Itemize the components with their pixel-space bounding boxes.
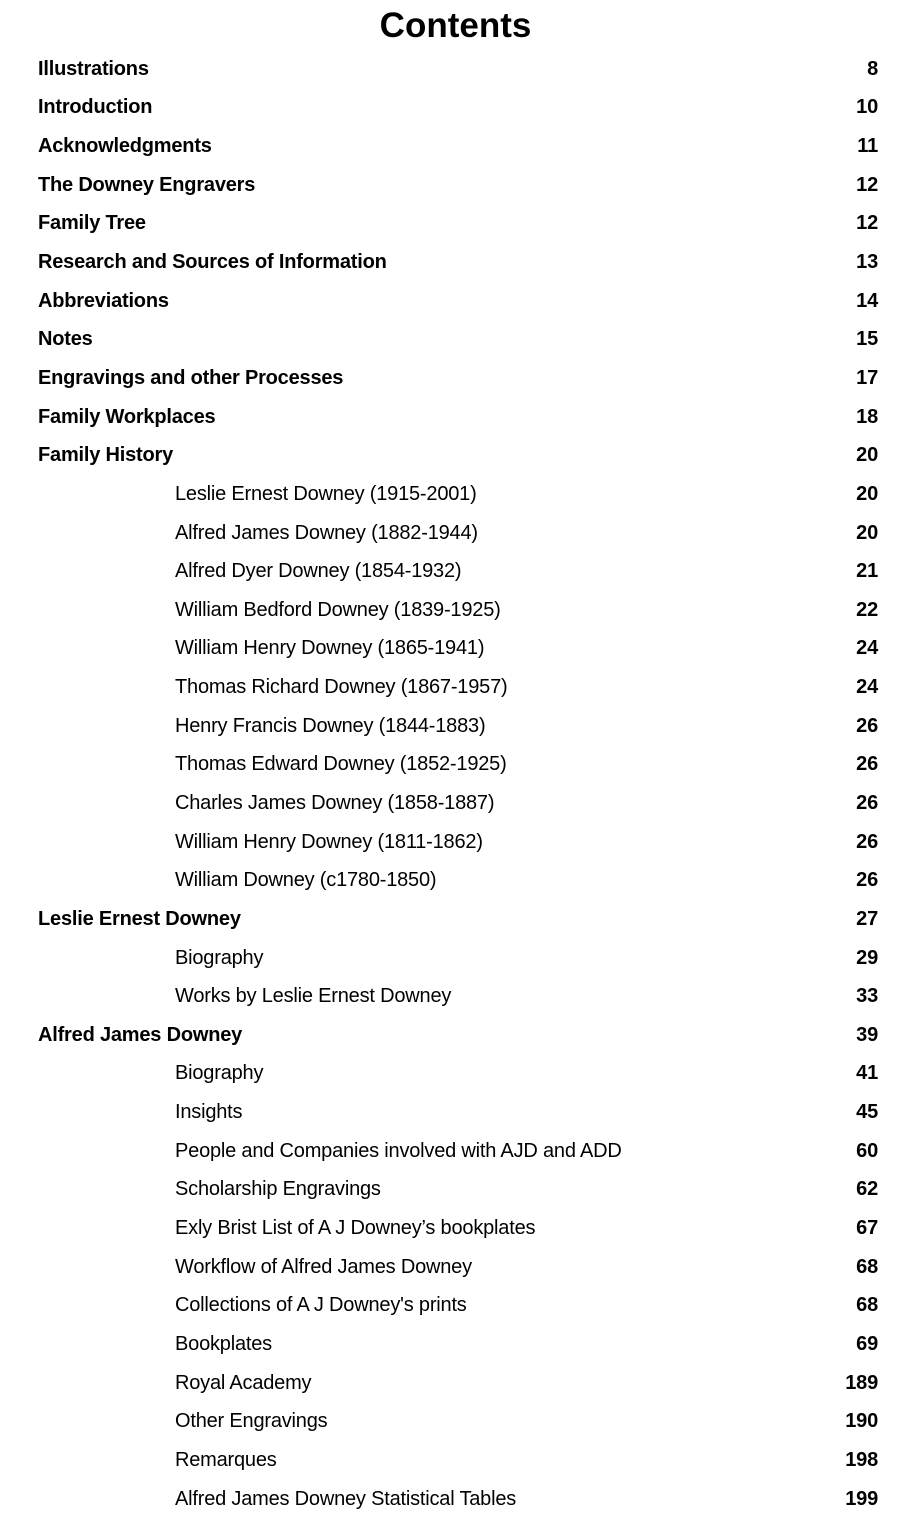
toc-entry-label: Research and Sources of Information: [38, 251, 387, 274]
toc-entry-page: 26: [856, 830, 878, 853]
toc-row: [0, 398, 911, 437]
toc-row: [0, 475, 911, 514]
toc-row: [0, 1287, 911, 1326]
toc-entry-page: 13: [856, 251, 878, 274]
toc-entry-page: 20: [856, 521, 878, 544]
toc-entry-label: Remarques: [175, 1448, 277, 1471]
toc-entry-label: Exly Brist List of A J Downey’s bookplates: [175, 1217, 536, 1240]
toc-row: [0, 166, 911, 205]
toc-entry-label: Alfred James Downey Statistical Tables: [175, 1487, 517, 1510]
toc-entry-page: 29: [856, 946, 878, 969]
toc-entry-label: Introduction: [38, 96, 153, 119]
toc-row: [0, 900, 911, 939]
toc-row: [0, 89, 911, 128]
toc-entry-page: 26: [856, 791, 878, 814]
toc-row: [0, 1364, 911, 1403]
toc-entry-page: 68: [856, 1294, 878, 1317]
toc-entry-page: 39: [856, 1023, 878, 1046]
toc-entry-label: Abbreviations: [38, 289, 169, 312]
toc-entry-page: 62: [856, 1178, 878, 1201]
toc-row: [0, 552, 911, 591]
toc-entry-page: 189: [845, 1371, 878, 1394]
toc-entry-page: 45: [856, 1101, 878, 1124]
toc-entry-page: 60: [856, 1139, 878, 1162]
toc-row: [0, 861, 911, 900]
toc-entry-label: Collections of A J Downey's prints: [175, 1294, 467, 1317]
toc-row: [0, 1093, 911, 1132]
toc-entry-page: 8: [867, 57, 878, 80]
toc-entry-label: Family History: [38, 444, 174, 467]
toc-entry-label: William Downey (c1780-1850): [175, 869, 437, 892]
toc-entry-page: 12: [856, 173, 878, 196]
toc-entry-page: 24: [856, 637, 878, 660]
toc-entry-label: People and Companies involved with AJD and ADD: [175, 1139, 622, 1162]
toc-entry-page: 26: [856, 869, 878, 892]
toc-entry-page: 17: [856, 366, 878, 389]
toc-entry-label: Insights: [175, 1101, 243, 1124]
toc-entry-page: 67: [856, 1217, 878, 1240]
toc-row: [0, 591, 911, 630]
toc-entry-label: Workflow of Alfred James Downey: [175, 1255, 472, 1278]
toc-row: [0, 1016, 911, 1055]
toc-list: [0, 48, 911, 1518]
toc-entry-page: 14: [856, 289, 878, 312]
toc-entry-label: Charles James Downey (1858-1887): [175, 791, 495, 814]
toc-row: [0, 320, 911, 359]
toc-row: [0, 823, 911, 862]
page-title: Contents: [379, 6, 532, 45]
toc-row: [0, 630, 911, 669]
toc-entry-page: 15: [856, 328, 878, 351]
toc-row: [0, 1055, 911, 1094]
toc-entry-label: Thomas Richard Downey (1867-1957): [175, 676, 508, 699]
toc-entry-page: 18: [856, 405, 878, 428]
toc-entry-page: 33: [856, 985, 878, 1008]
toc-entry-page: 41: [856, 1062, 878, 1085]
toc-row: [0, 127, 911, 166]
toc-row: [0, 707, 911, 746]
toc-row: [0, 514, 911, 553]
toc-entry-label: Engravings and other Processes: [38, 366, 344, 389]
toc-row: [0, 977, 911, 1016]
toc-entry-label: Alfred James Downey (1882-1944): [175, 521, 478, 544]
toc-entry-page: 20: [856, 482, 878, 505]
toc-entry-label: Family Tree: [38, 212, 146, 235]
toc-entry-label: Thomas Edward Downey (1852-1925): [175, 753, 507, 776]
toc-row: [0, 1248, 911, 1287]
toc-entry-page: 20: [856, 444, 878, 467]
toc-entry-label: Bookplates: [175, 1332, 272, 1355]
toc-row: [0, 282, 911, 321]
toc-entry-label: Works by Leslie Ernest Downey: [175, 985, 452, 1008]
toc-entry-page: 69: [856, 1332, 878, 1355]
toc-entry-page: 190: [845, 1410, 878, 1433]
toc-row: [0, 1325, 911, 1364]
toc-entry-page: 68: [856, 1255, 878, 1278]
toc-entry-page: 22: [856, 598, 878, 621]
toc-entry-label: William Henry Downey (1811-1862): [175, 830, 483, 853]
toc-entry-label: Family Workplaces: [38, 405, 216, 428]
toc-entry-label: Henry Francis Downey (1844-1883): [175, 714, 486, 737]
toc-entry-label: Alfred Dyer Downey (1854-1932): [175, 560, 462, 583]
toc-row: [0, 784, 911, 823]
toc-entry-page: 12: [856, 212, 878, 235]
toc-row: [0, 1209, 911, 1248]
toc-row: [0, 1171, 911, 1210]
toc-row: [0, 50, 911, 89]
toc-entry-label: Scholarship Engravings: [175, 1178, 381, 1201]
toc-entry-page: 27: [856, 907, 878, 930]
toc-entry-label: Biography: [175, 1062, 264, 1085]
toc-entry-page: 10: [856, 96, 878, 119]
toc-row: [0, 359, 911, 398]
toc-entry-page: 26: [856, 714, 878, 737]
toc-entry-label: Leslie Ernest Downey (1915-2001): [175, 482, 477, 505]
toc-entry-label: Illustrations: [38, 57, 149, 80]
toc-row: [0, 1402, 911, 1441]
toc-entry-label: Leslie Ernest Downey: [38, 907, 241, 930]
toc-entry-label: William Bedford Downey (1839-1925): [175, 598, 501, 621]
toc-entry-page: 26: [856, 753, 878, 776]
toc-row: [0, 1132, 911, 1171]
toc-entry-label: Alfred James Downey: [38, 1023, 243, 1046]
toc-row: [0, 436, 911, 475]
toc-entry-label: William Henry Downey (1865-1941): [175, 637, 485, 660]
toc-row: [0, 939, 911, 978]
toc-row: [0, 1441, 911, 1480]
toc-entry-label: Acknowledgments: [38, 135, 212, 158]
toc-entry-label: Other Engravings: [175, 1410, 328, 1433]
toc-entry-label: Biography: [175, 946, 264, 969]
toc-entry-page: 11: [857, 135, 878, 158]
toc-entry-label: Notes: [38, 328, 93, 351]
toc-entry-page: 199: [845, 1487, 878, 1510]
toc-row: [0, 746, 911, 785]
toc-entry-page: 21: [856, 560, 878, 583]
toc-entry-label: Royal Academy: [175, 1371, 312, 1394]
toc-entry-page: 24: [856, 676, 878, 699]
toc-row: [0, 1480, 911, 1519]
toc-row: [0, 243, 911, 282]
toc-entry-page: 198: [845, 1448, 878, 1471]
toc-entry-label: The Downey Engravers: [38, 173, 256, 196]
toc-row: [0, 205, 911, 244]
document-page: [0, 4, 911, 1527]
toc-row: [0, 668, 911, 707]
